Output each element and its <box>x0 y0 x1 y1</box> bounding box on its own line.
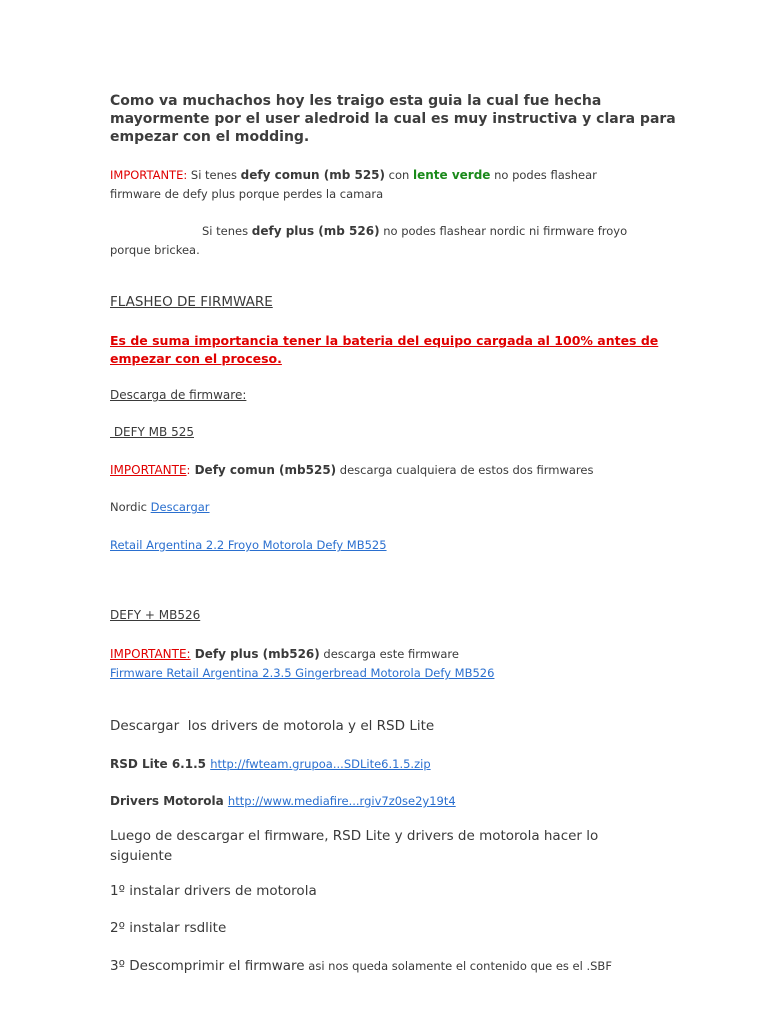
rsd-lite-line <box>110 755 431 774</box>
nordic-line <box>110 498 210 517</box>
after-paragraph <box>110 826 598 866</box>
step-2: 2º instalar rsdlite <box>110 920 227 936</box>
warning-text: con <box>385 168 413 182</box>
warning-mb525 <box>110 166 597 204</box>
step-3 <box>110 955 612 976</box>
rsd-lite-label: RSD Lite 6.1.5 <box>110 757 211 771</box>
step-3-detail: asi nos queda solamente el contenido que es el .SBF <box>304 959 612 973</box>
drivers-label: Drivers Motorola <box>110 794 228 808</box>
important-label: IMPORTANTE <box>110 168 184 182</box>
instruction-text: descarga este firmware <box>319 647 459 661</box>
important-colon: : <box>186 463 191 477</box>
mb525-instruction <box>110 461 593 480</box>
model-mb525: defy comun (mb 525) <box>240 168 386 182</box>
nordic-label: Nordic <box>110 500 151 514</box>
important-label: IMPORTANTE <box>110 463 187 477</box>
warning-text: no podes flashear <box>490 168 597 182</box>
warning-text: Si tenes <box>202 224 252 238</box>
instruction-text: descarga cualquiera de estos dos firmwares <box>336 463 594 477</box>
retail-mb525-line <box>110 536 387 555</box>
intro-line: mayormente por el user aledroid la cual es muy instructiva y clara para <box>110 111 676 127</box>
important-label: IMPORTANTE: <box>110 647 191 661</box>
step-3-main: 3º Descomprimir el firmware <box>110 958 305 974</box>
model-mb526: Defy plus (mb526) <box>190 647 320 661</box>
warning-text: Si tenes <box>187 168 241 182</box>
warning-mb526 <box>110 222 627 260</box>
battery-note-line: empezar con el proceso. <box>110 351 282 366</box>
step-1: 1º instalar drivers de motorola <box>110 883 317 899</box>
intro-line: empezar con el modding. <box>110 129 310 145</box>
model-mb526: defy plus (mb 526) <box>251 224 380 238</box>
model-mb525: Defy comun (mb525) <box>190 463 337 477</box>
mb526-heading: DEFY + MB526 <box>110 608 201 622</box>
warning-text-line2: firmware de defy plus porque perdes la camara <box>110 187 384 201</box>
warning-text-line2: porque brickea. <box>110 243 200 257</box>
retail-mb525-link[interactable]: Retail Argentina 2.2 Froyo Motorola Defy MB525 <box>110 538 387 552</box>
important-colon: : <box>183 168 188 182</box>
green-lens-text: lente verde <box>412 168 491 182</box>
battery-note-line: Es de suma importancia tener la bateria del equipo cargada al 100% antes de <box>110 333 659 348</box>
warning-text: no podes flashear nordic ni firmware froyo <box>379 224 628 238</box>
drivers-line <box>110 792 456 811</box>
mb525-heading: DEFY MB 525 <box>110 425 194 439</box>
drivers-intro: Descargar los drivers de motorola y el RSD Lite <box>110 718 435 734</box>
intro-line: Como va muchachos hoy les traigo esta guia la cual fue hecha <box>110 93 602 109</box>
firmware-mb526-link[interactable]: Firmware Retail Argentina 2.3.5 Gingerbread Motorola Defy MB526 <box>110 666 495 680</box>
mb526-instruction <box>110 645 494 683</box>
section-title: FLASHEO DE FIRMWARE <box>110 294 273 310</box>
download-heading: Descarga de firmware: <box>110 388 247 402</box>
battery-note <box>110 332 658 368</box>
rsd-lite-link[interactable]: http://fwteam.grupoa...SDLite6.1.5.zip <box>210 757 431 771</box>
intro-paragraph <box>110 92 676 146</box>
after-line: Luego de descargar el firmware, RSD Lite y drivers de motorola hacer lo <box>110 828 599 844</box>
drivers-link[interactable]: http://www.mediafire...rgiv7z0se2y19t4 <box>227 794 456 808</box>
nordic-download-link[interactable]: Descargar <box>150 500 210 514</box>
after-line: siguiente <box>110 848 173 864</box>
